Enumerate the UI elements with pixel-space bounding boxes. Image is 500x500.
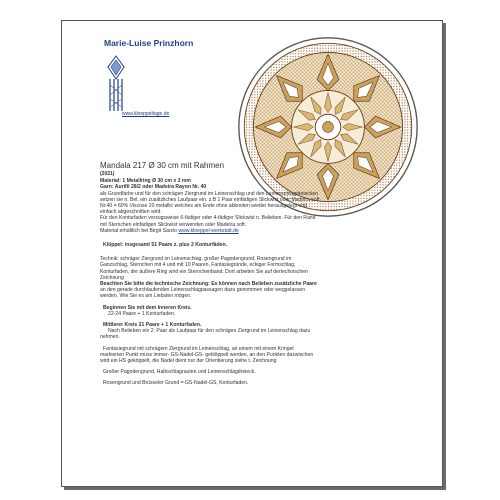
fantasie-line: wird ein HS geköppelt, die Nadel dient nur der Orientierung siehe t. Zeichnung bbox=[100, 358, 277, 365]
pagode-line: Großer Pagodengrund, Halbschlagrauten und Leinenschlagdreieck. bbox=[103, 369, 256, 376]
middle-circle-line: Nach Belieben ein 2. Paar als Laufpaar für den schrägen Ziergrund im Leinenschlag dazu bbox=[108, 328, 311, 335]
material-line: Garn: Aurifil 28/2 oder Madeira Rayon Nr. 40 bbox=[100, 184, 207, 191]
material-source-link[interactable]: www.kloeppel-werkstatt.de bbox=[178, 227, 239, 234]
bobbin-logo-icon bbox=[107, 55, 125, 113]
technik-text: Technik: schräger Ziergrund im Leinenschlag, großer Pagodengrund, Rosengrund im bbox=[100, 256, 292, 263]
material-line: einfach abgeschnitten wird. bbox=[100, 209, 162, 216]
material-source-text: Material erhältlich bei Birgit Sarzio bbox=[100, 227, 178, 234]
kloeppel-count: Klöppel: insgesamt 51 Paare z. plus 2 Konturfäden. bbox=[103, 242, 227, 249]
material-line: mit Sternchen einfädigen Slickwist verwenden oder Madeira soft. bbox=[100, 221, 247, 228]
material-line: Nr.40 = 60% Viscose 20 metallic welches am Ende ohne abknoten wieder herausgelegt und bbox=[100, 203, 308, 210]
material-line: als Grundfarbe und für den schrägen Ziergrund im Leinenschlag und den Leinenschlagdreiecken bbox=[100, 190, 319, 197]
pattern-description bbox=[100, 161, 424, 387]
pattern-year: (2021) bbox=[100, 171, 115, 177]
inner-circle-line: 22-24 Paare + 1 Konturfaden. bbox=[108, 310, 176, 317]
technik-line: Zeichnung bbox=[100, 274, 124, 281]
document-page bbox=[61, 20, 443, 487]
material-line: setzen sie n. Bel. ein zusätzliches Laufpaar ein. z.B 1 Paar einfädigen Slickwist oder Madeira soft bbox=[100, 196, 320, 203]
technik-line: Konturfaden, der äußere Ring wird ein Sternchenband. Dort arbeiten Sie auf dertechnischen bbox=[100, 268, 308, 275]
material-line: Material: 1 Metallring Ø 30 cm x 3 mm bbox=[100, 178, 191, 185]
inner-circle-line: Beginnen Sie mit dem Inneren Kreis. bbox=[103, 304, 192, 311]
fantasie-line: Fantasiegrund mit schrägem Ziergrund im Leinenschlag, an einem mit einem Kringel bbox=[103, 345, 294, 352]
middle-circle-line: nehmen. bbox=[100, 334, 120, 341]
beachten-line: Beachten Sie bitte die technische Zeichnung: Es können nach Belieben zusätzliche Paare bbox=[100, 281, 317, 288]
middle-circle-line: Mittlerer Kreis 21 Paare + 1 Konturfaden. bbox=[103, 322, 202, 329]
website-link[interactable]: www.kloeppeltage.de bbox=[122, 111, 170, 117]
rosen-line: Rosengrund und Brüsseler Grund = GS-Nadel-GS, Konturfaden. bbox=[103, 380, 249, 387]
fantasie-line: markierten Punkt muss immer- GS-Nadel-GS- geklöppelt werden, an den Punkten dazwischen bbox=[100, 351, 314, 358]
author-name: Marie-Luise Prinzhorn bbox=[104, 38, 194, 48]
beachten-line: werden. Wie Sie es am Liebsten mögen. bbox=[100, 293, 192, 300]
beachten-line: an den gerade durchlaufenden Leinenschlagpassagen dazu genommen oder weggelassen bbox=[100, 287, 306, 294]
technik-line: Ganzschlag, Sternchen mit 4 und mit 10 Paaren, Fantasiegründe, eckiger Formschlag, bbox=[100, 262, 296, 269]
material-line: Für den Konturfaden vorzugsweise 6-fädiger oder 4-fädiger Slickwist n. Belieben. Für den Rand bbox=[100, 215, 316, 222]
pattern-title: Mandala 217 Ø 30 cm mit Rahmen bbox=[100, 161, 225, 170]
